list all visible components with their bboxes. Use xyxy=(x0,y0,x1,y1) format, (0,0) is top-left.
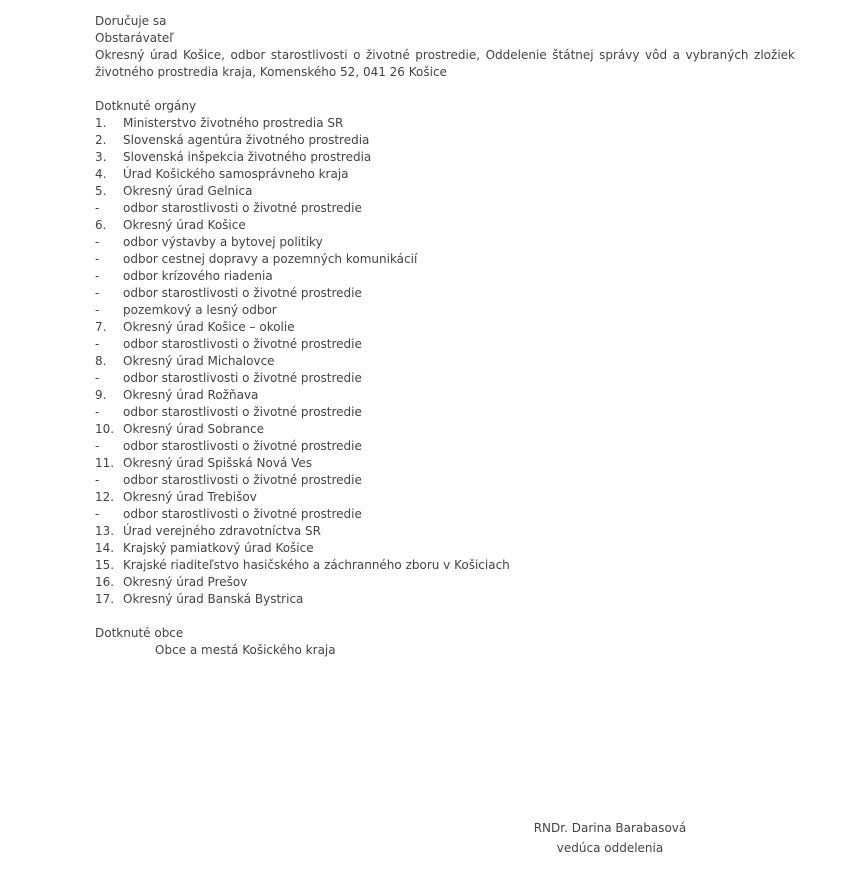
list-item-marker: - xyxy=(95,337,100,351)
list-item-marker: - xyxy=(95,201,100,215)
list-item xyxy=(95,591,795,608)
list-item-text: odbor starostlivosti o životné prostredie xyxy=(123,201,362,215)
list-item-text: odbor starostlivosti o životné prostredie xyxy=(123,507,362,521)
list-item-text: Úrad Košického samosprávneho kraja xyxy=(123,167,349,181)
list-item-text: Ministerstvo životného prostredia SR xyxy=(123,116,344,130)
list-item xyxy=(95,438,795,455)
list-item xyxy=(95,421,795,438)
list-item-marker: 11. xyxy=(95,456,115,470)
list-item-text: Slovenská inšpekcia životného prostredia xyxy=(123,150,372,164)
list-item-marker: - xyxy=(95,303,100,317)
list-item-marker: 4. xyxy=(95,167,107,181)
list-item xyxy=(95,319,795,336)
list-item xyxy=(95,523,795,540)
list-item xyxy=(95,166,795,183)
list-item-text: Okresný úrad Michalovce xyxy=(123,354,275,368)
list-item xyxy=(95,251,795,268)
signature-block xyxy=(490,818,730,858)
affected-municipalities-heading: Dotknuté obce xyxy=(95,626,184,640)
list-item-marker: 6. xyxy=(95,218,107,232)
list-item-text: Úrad verejného zdravotníctva SR xyxy=(123,524,321,538)
list-item xyxy=(95,574,795,591)
list-item xyxy=(95,132,795,149)
list-item-text: odbor starostlivosti o životné prostredie xyxy=(123,371,362,385)
list-item-marker: 7. xyxy=(95,320,107,334)
list-item-text: Okresný úrad Košice xyxy=(123,218,246,232)
list-item-marker: 10. xyxy=(95,422,115,436)
list-item-text: odbor starostlivosti o životné prostredie xyxy=(123,286,362,300)
list-item-marker: 8. xyxy=(95,354,107,368)
list-item xyxy=(95,200,795,217)
list-item-marker: - xyxy=(95,439,100,453)
list-item-text: odbor starostlivosti o životné prostredie xyxy=(123,337,362,351)
list-item-marker: 14. xyxy=(95,541,115,555)
list-item-marker: - xyxy=(95,252,100,266)
list-item-marker: 2. xyxy=(95,133,107,147)
list-item-text: Okresný úrad Sobrance xyxy=(123,422,264,436)
list-item-marker: 1. xyxy=(95,116,107,130)
signatory-name: RNDr. Darina Barabasová xyxy=(533,821,687,835)
list-item xyxy=(95,302,795,319)
affected-bodies-list xyxy=(95,115,795,608)
list-item-marker: - xyxy=(95,473,100,487)
list-item-text: Okresný úrad Rožňava xyxy=(123,388,259,402)
list-item xyxy=(95,387,795,404)
spacer xyxy=(95,608,795,625)
signatory-title: vedúca oddelenia xyxy=(556,841,664,855)
list-item xyxy=(95,489,795,506)
list-item xyxy=(95,234,795,251)
list-item-marker: - xyxy=(95,507,100,521)
list-item-marker: 13. xyxy=(95,524,115,538)
list-item-marker: - xyxy=(95,371,100,385)
list-item xyxy=(95,540,795,557)
procurer-heading: Obstarávateľ xyxy=(95,31,174,45)
list-item-marker: - xyxy=(95,269,100,283)
list-item xyxy=(95,455,795,472)
list-item-marker: - xyxy=(95,286,100,300)
list-item xyxy=(95,183,795,200)
list-item-text: Okresný úrad Gelnica xyxy=(123,184,253,198)
list-item-text: odbor výstavby a bytovej politiky xyxy=(123,235,323,249)
list-item-text: pozemkový a lesný odbor xyxy=(123,303,277,317)
list-item-text: Okresný úrad Košice – okolie xyxy=(123,320,295,334)
list-item-text: odbor krízového riadenia xyxy=(123,269,273,283)
list-item-text: Krajské riaditeľstvo hasičského a záchranného zboru v Košiciach xyxy=(123,558,510,572)
list-item-text: odbor cestnej dopravy a pozemných komunikácií xyxy=(123,252,418,266)
procurer-address-line-1: Okresný úrad Košice, odbor starostlivosti o životné prostredie, Oddelenie štátnej správy vôd a vybraných zložiek xyxy=(95,48,795,62)
document-body xyxy=(95,13,795,659)
list-item xyxy=(95,506,795,523)
procurer-address-line-2: životného prostredia kraja, Komenského 52, 041 26 Košice xyxy=(95,65,447,79)
list-item-marker: 17. xyxy=(95,592,115,606)
list-item xyxy=(95,370,795,387)
list-item-text: Okresný úrad Banská Bystrica xyxy=(123,592,304,606)
list-item-text: odbor starostlivosti o životné prostredie xyxy=(123,473,362,487)
list-item xyxy=(95,336,795,353)
delivery-heading: Doručuje sa xyxy=(95,14,167,28)
list-item-marker: 5. xyxy=(95,184,107,198)
list-item xyxy=(95,268,795,285)
list-item-marker: 16. xyxy=(95,575,115,589)
list-item xyxy=(95,115,795,132)
list-item-text: Okresný úrad Trebišov xyxy=(123,490,257,504)
list-item-marker: - xyxy=(95,405,100,419)
list-item xyxy=(95,217,795,234)
list-item-marker: 9. xyxy=(95,388,107,402)
list-item xyxy=(95,353,795,370)
list-item xyxy=(95,285,795,302)
list-item xyxy=(95,557,795,574)
list-item-text: odbor starostlivosti o životné prostredie xyxy=(123,405,362,419)
spacer xyxy=(95,81,795,98)
list-item-marker: 3. xyxy=(95,150,107,164)
list-item-text: Krajský pamiatkový úrad Košice xyxy=(123,541,314,555)
list-item-marker: 15. xyxy=(95,558,115,572)
affected-bodies-heading: Dotknuté orgány xyxy=(95,99,197,113)
list-item-text: odbor starostlivosti o životné prostredie xyxy=(123,439,362,453)
list-item xyxy=(95,472,795,489)
list-item-text: Okresný úrad Prešov xyxy=(123,575,248,589)
list-item-marker: - xyxy=(95,235,100,249)
list-item xyxy=(95,149,795,166)
list-item xyxy=(95,404,795,421)
list-item-marker: 12. xyxy=(95,490,115,504)
list-item-text: Slovenská agentúra životného prostredia xyxy=(123,133,370,147)
affected-municipalities-text: Obce a mestá Košického kraja xyxy=(155,643,336,657)
list-item-text: Okresný úrad Spišská Nová Ves xyxy=(123,456,313,470)
